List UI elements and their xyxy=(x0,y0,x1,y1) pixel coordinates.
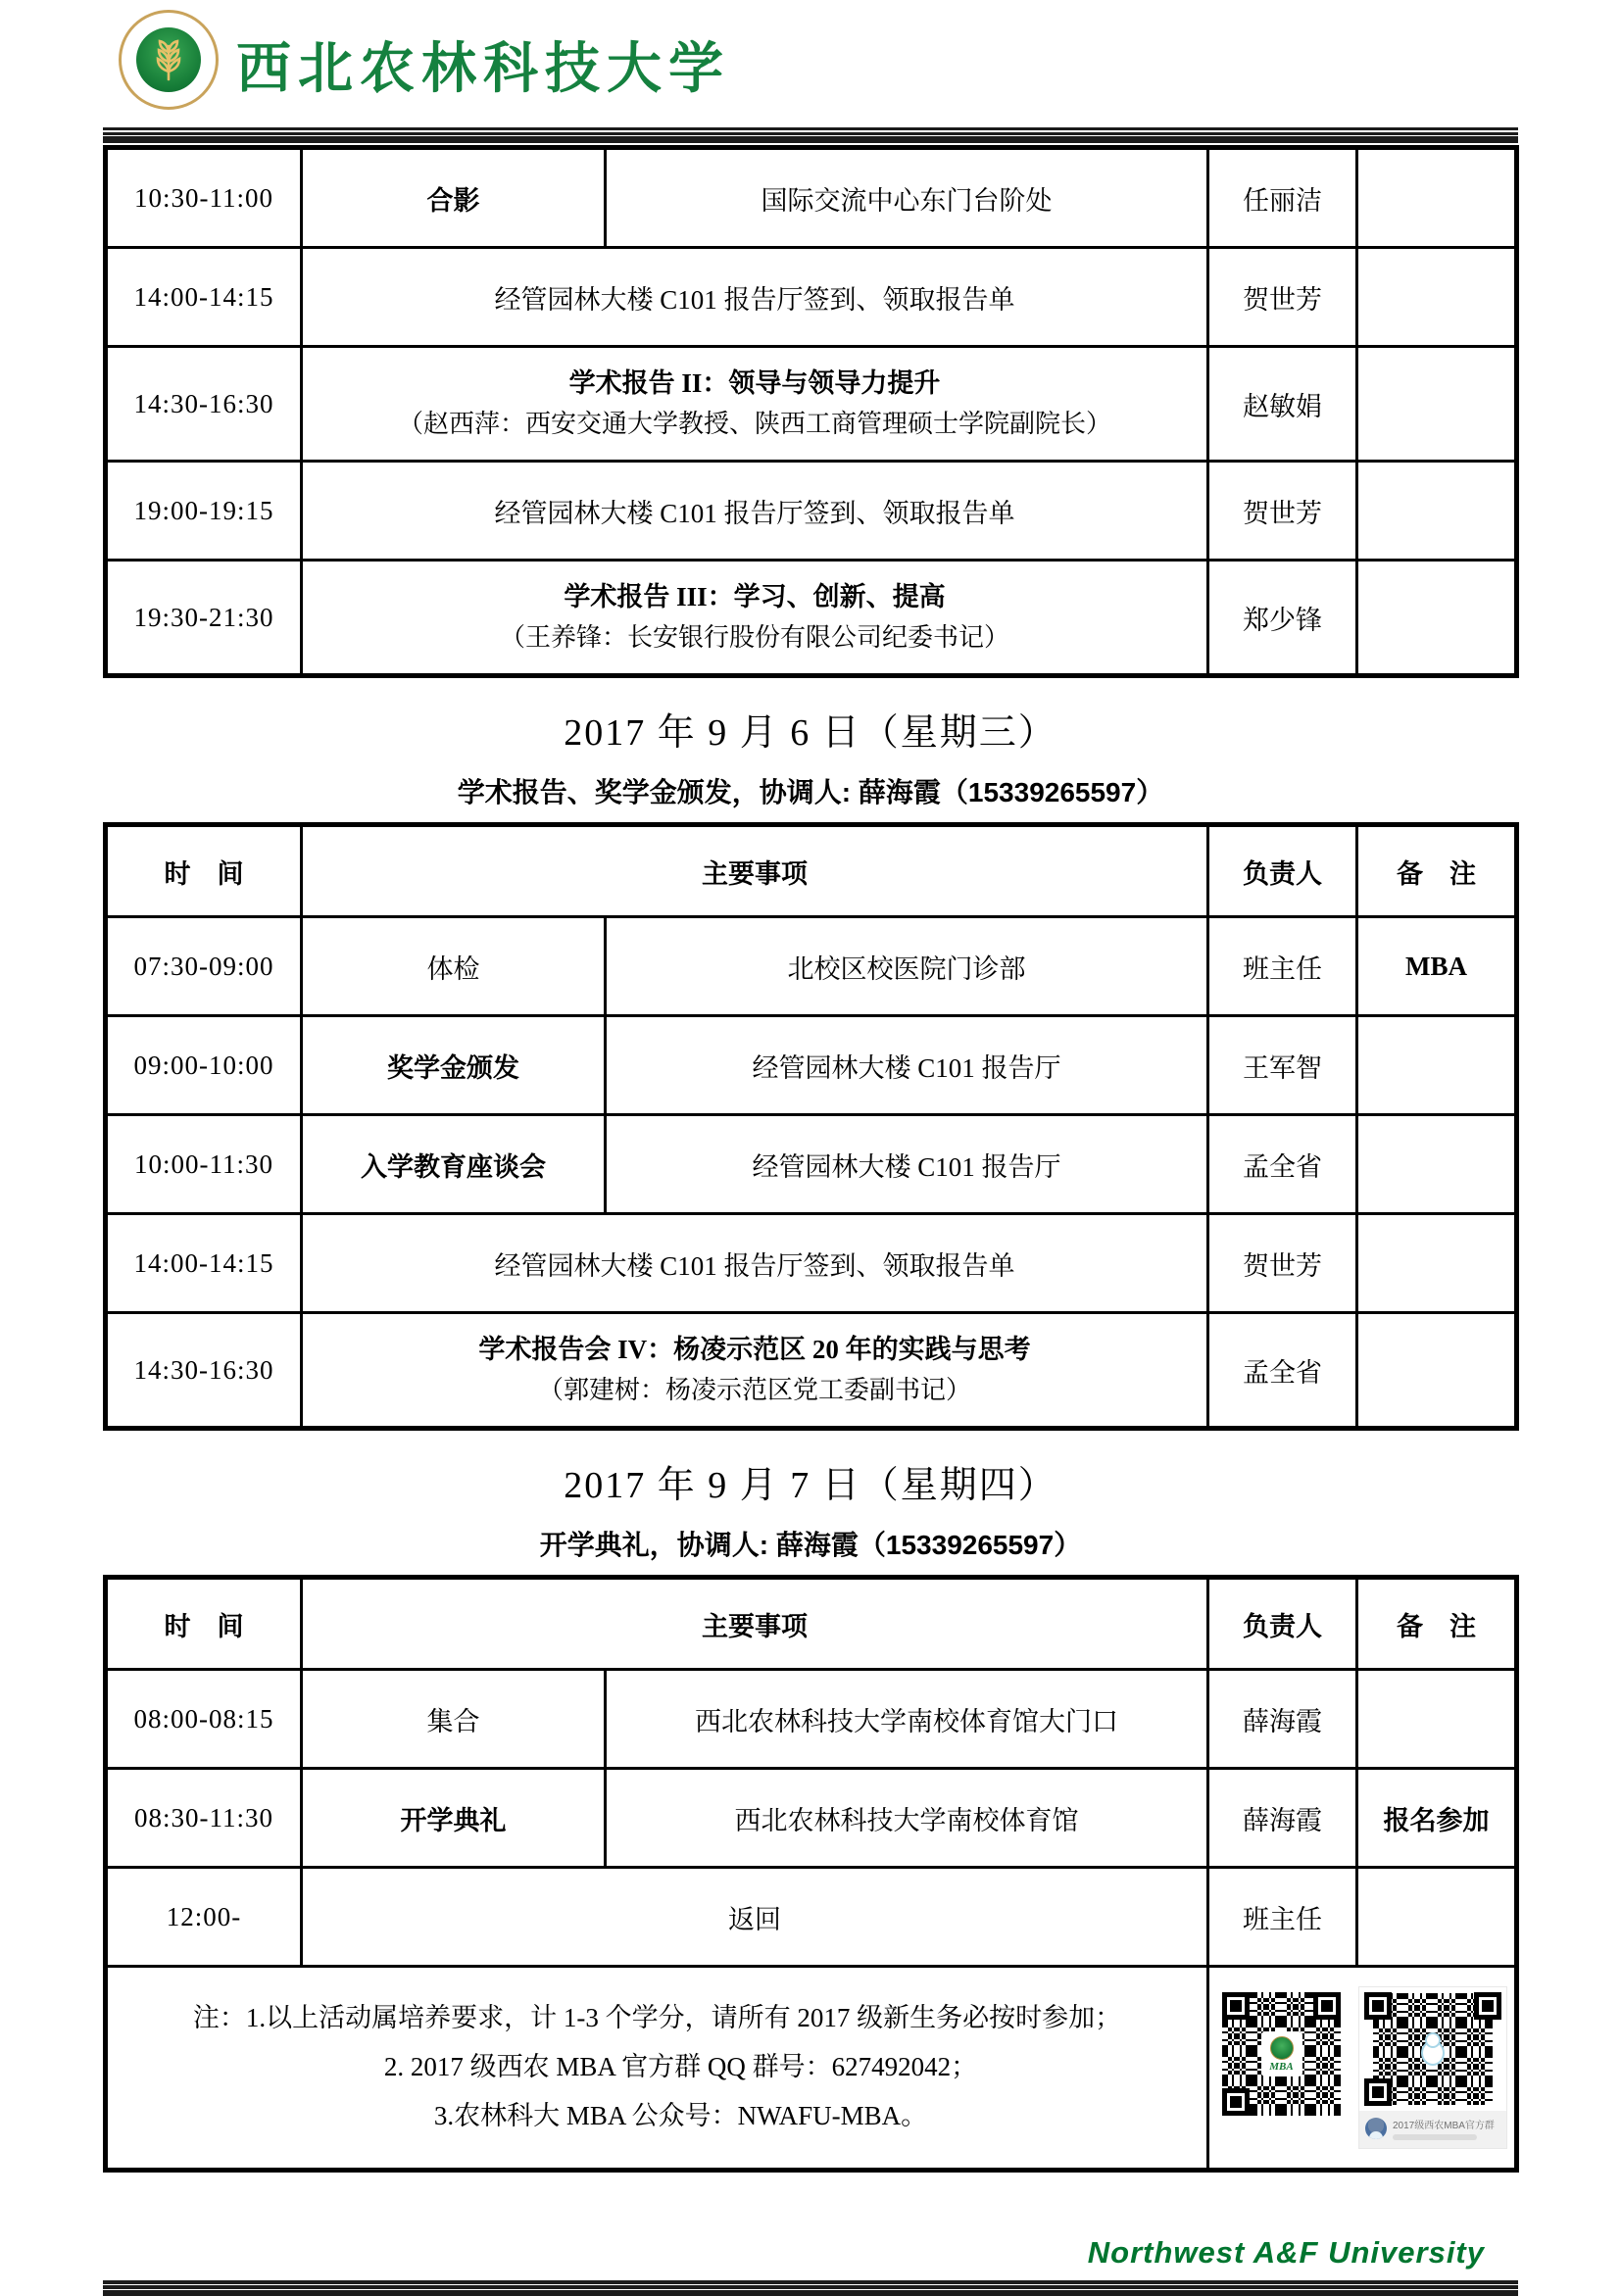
note-cell xyxy=(1357,148,1517,248)
event-cell: 经管园林大楼 C101 报告厅签到、领取报告单 xyxy=(302,1214,1208,1313)
location-cell: 北校区校医院门诊部 xyxy=(606,917,1208,1016)
col-header-person: 负责人 xyxy=(1208,1578,1357,1670)
person-cell: 贺世芳 xyxy=(1208,248,1357,347)
note-cell xyxy=(1357,347,1517,462)
mba-logo-label: MBA xyxy=(1269,2060,1294,2073)
event-speaker: （王养锋：长安银行股份有限公司纪委书记） xyxy=(499,622,1009,652)
note-cell xyxy=(1357,1313,1517,1429)
qr-finder-icon xyxy=(1222,2088,1250,2116)
time-cell: 09:00-10:00 xyxy=(106,1016,302,1115)
event-cell: 返回 xyxy=(302,1868,1208,1967)
time-cell: 07:30-09:00 xyxy=(106,917,302,1016)
qr-finder-icon xyxy=(1222,1992,1250,2020)
footer-university-name-en: Northwest A&F University xyxy=(1087,2235,1485,2270)
time-cell: 19:30-21:30 xyxy=(106,561,302,676)
table-header-row xyxy=(106,825,1517,917)
qq-group-qr-code xyxy=(1359,1987,1506,2111)
mba-logo-dot-icon xyxy=(1270,2036,1294,2060)
qq-caption-text xyxy=(1393,2117,1495,2140)
location-cell: 经管园林大楼 C101 报告厅 xyxy=(606,1016,1208,1115)
table-row xyxy=(106,248,1517,347)
table-row xyxy=(106,347,1517,462)
note-cell xyxy=(1357,1115,1517,1214)
person-cell: 孟全省 xyxy=(1208,1313,1357,1429)
col-header-person: 负责人 xyxy=(1208,825,1357,917)
event-cell: 体检 xyxy=(302,917,606,1016)
time-cell: 14:30-16:30 xyxy=(106,1313,302,1429)
notes-cell xyxy=(106,1967,1208,2171)
event-cell xyxy=(302,1313,1208,1429)
university-name-cn: 西北农林科技大学 xyxy=(236,39,730,100)
notes-line-3: 3.农林科大 MBA 公众号：NWAFU-MBA。 xyxy=(433,2100,928,2130)
event-cell xyxy=(302,561,1208,676)
university-logo xyxy=(119,10,219,110)
time-cell: 12:00- xyxy=(106,1868,302,1967)
table-row xyxy=(106,1670,1517,1769)
event-speaker: （郭建树：杨凌示范区党工委副书记） xyxy=(537,1375,971,1404)
table-row xyxy=(106,561,1517,676)
qq-group-caption xyxy=(1359,2111,1506,2148)
person-cell: 班主任 xyxy=(1208,917,1357,1016)
mba-logo-icon xyxy=(1261,2031,1302,2076)
person-cell: 郑少锋 xyxy=(1208,561,1357,676)
col-header-note: 备 注 xyxy=(1357,825,1517,917)
person-cell: 薛海霞 xyxy=(1208,1769,1357,1868)
note-cell xyxy=(1357,1868,1517,1967)
event-speaker: （赵西萍：西安交通大学教授、陕西工商管理硕士学院副院长） xyxy=(397,409,1111,438)
logo-wheat-icon xyxy=(136,27,201,92)
schedule-table-sep7 xyxy=(103,1575,1519,2173)
col-header-note: 备 注 xyxy=(1357,1578,1517,1670)
person-cell: 薛海霞 xyxy=(1208,1670,1357,1769)
page-header xyxy=(103,0,1518,145)
note-cell xyxy=(1357,1214,1517,1313)
table-row xyxy=(106,1769,1517,1868)
note-cell xyxy=(1357,561,1517,676)
person-cell: 贺世芳 xyxy=(1208,462,1357,561)
note-cell xyxy=(1357,462,1517,561)
note-cell: 报名参加 xyxy=(1357,1769,1517,1868)
table-row xyxy=(106,1115,1517,1214)
schedule-table-sep6 xyxy=(103,822,1519,1431)
event-cell: 开学典礼 xyxy=(302,1769,606,1868)
person-cell: 班主任 xyxy=(1208,1868,1357,1967)
event-title: 学术报告会 IV：杨凌示范区 20 年的实践与思考 xyxy=(478,1334,1031,1364)
notes-line-1: 注：1.以上活动属培养要求，计 1-3 个学分，请所有 2017 级新生务必按时参加； xyxy=(192,2003,1122,2033)
event-cell xyxy=(302,347,1208,462)
qq-group-name: 2017级西农MBA官方群 xyxy=(1393,2121,1495,2131)
event-cell: 奖学金颁发 xyxy=(302,1016,606,1115)
time-cell: 08:30-11:30 xyxy=(106,1769,302,1868)
notes-line-2: 2. 2017 级西农 MBA 官方群 QQ 群号：627492042； xyxy=(383,2052,978,2082)
table-row xyxy=(106,917,1517,1016)
qq-group-avatar xyxy=(1365,2118,1387,2139)
note-cell xyxy=(1357,248,1517,347)
person-cell: 孟全省 xyxy=(1208,1115,1357,1214)
qr-codes-group xyxy=(1217,1987,1506,2148)
header-rule xyxy=(103,127,1518,143)
qq-group-qr-card xyxy=(1359,1987,1506,2148)
location-cell: 西北农林科技大学南校体育馆大门口 xyxy=(606,1670,1208,1769)
event-cell: 经管园林大楼 C101 报告厅签到、领取报告单 xyxy=(302,462,1208,561)
col-header-event: 主要事项 xyxy=(302,825,1208,917)
location-cell: 经管园林大楼 C101 报告厅 xyxy=(606,1115,1208,1214)
note-cell: MBA xyxy=(1357,917,1517,1016)
event-cell: 集合 xyxy=(302,1670,606,1769)
note-cell xyxy=(1357,1016,1517,1115)
person-cell: 任丽洁 xyxy=(1208,148,1357,248)
note-cell xyxy=(1357,1670,1517,1769)
table-row xyxy=(106,1868,1517,1967)
time-cell: 10:30-11:00 xyxy=(106,148,302,248)
time-cell: 10:00-11:30 xyxy=(106,1115,302,1214)
col-header-time: 时 间 xyxy=(106,1578,302,1670)
qq-penguin-icon xyxy=(1418,2032,1448,2066)
schedule-table-sep5 xyxy=(103,145,1519,678)
coordinator-line-sep6: 学术报告、奖学金颁发，协调人: 薛海霞（15339265597） xyxy=(457,777,1164,807)
time-cell: 19:00-19:15 xyxy=(106,462,302,561)
table-row xyxy=(106,1016,1517,1115)
person-cell: 贺世芳 xyxy=(1208,1214,1357,1313)
event-cell: 合影 xyxy=(302,148,606,248)
date-heading-sep6: 2017 年 9 月 6 日（星期三） xyxy=(564,712,1057,754)
col-header-time: 时 间 xyxy=(106,825,302,917)
notes-row xyxy=(106,1967,1517,2171)
qr-finder-icon xyxy=(1313,1992,1341,2020)
location-cell: 国际交流中心东门台阶处 xyxy=(606,148,1208,248)
time-cell: 14:00-14:15 xyxy=(106,248,302,347)
time-cell: 08:00-08:15 xyxy=(106,1670,302,1769)
event-title: 学术报告 II：领导与领导力提升 xyxy=(568,367,941,398)
col-header-event: 主要事项 xyxy=(302,1578,1208,1670)
table-header-row xyxy=(106,1578,1517,1670)
event-title: 学术报告 III：学习、创新、提高 xyxy=(564,581,946,611)
person-cell: 王军智 xyxy=(1208,1016,1357,1115)
date-heading-sep7: 2017 年 9 月 7 日（星期四） xyxy=(564,1465,1057,1506)
qr-finder-icon xyxy=(1474,1992,1501,2020)
table-row xyxy=(106,148,1517,248)
table-row xyxy=(106,462,1517,561)
qr-codes-cell xyxy=(1208,1967,1517,2171)
location-cell: 西北农林科技大学南校体育馆 xyxy=(606,1769,1208,1868)
event-cell: 经管园林大楼 C101 报告厅签到、领取报告单 xyxy=(302,248,1208,347)
table-row xyxy=(106,1214,1517,1313)
event-cell: 入学教育座谈会 xyxy=(302,1115,606,1214)
time-cell: 14:00-14:15 xyxy=(106,1214,302,1313)
mba-qr-code xyxy=(1217,1987,1346,2121)
person-cell: 赵敏娟 xyxy=(1208,347,1357,462)
time-cell: 14:30-16:30 xyxy=(106,347,302,462)
table-row xyxy=(106,1313,1517,1429)
qr-finder-icon xyxy=(1364,1992,1392,2020)
footer-rule xyxy=(103,2280,1518,2296)
qr-finder-icon xyxy=(1364,2078,1392,2106)
coordinator-line-sep7: 开学典礼，协调人: 薛海霞（15339265597） xyxy=(539,1530,1082,1560)
qq-caption-subline xyxy=(1393,2134,1477,2140)
